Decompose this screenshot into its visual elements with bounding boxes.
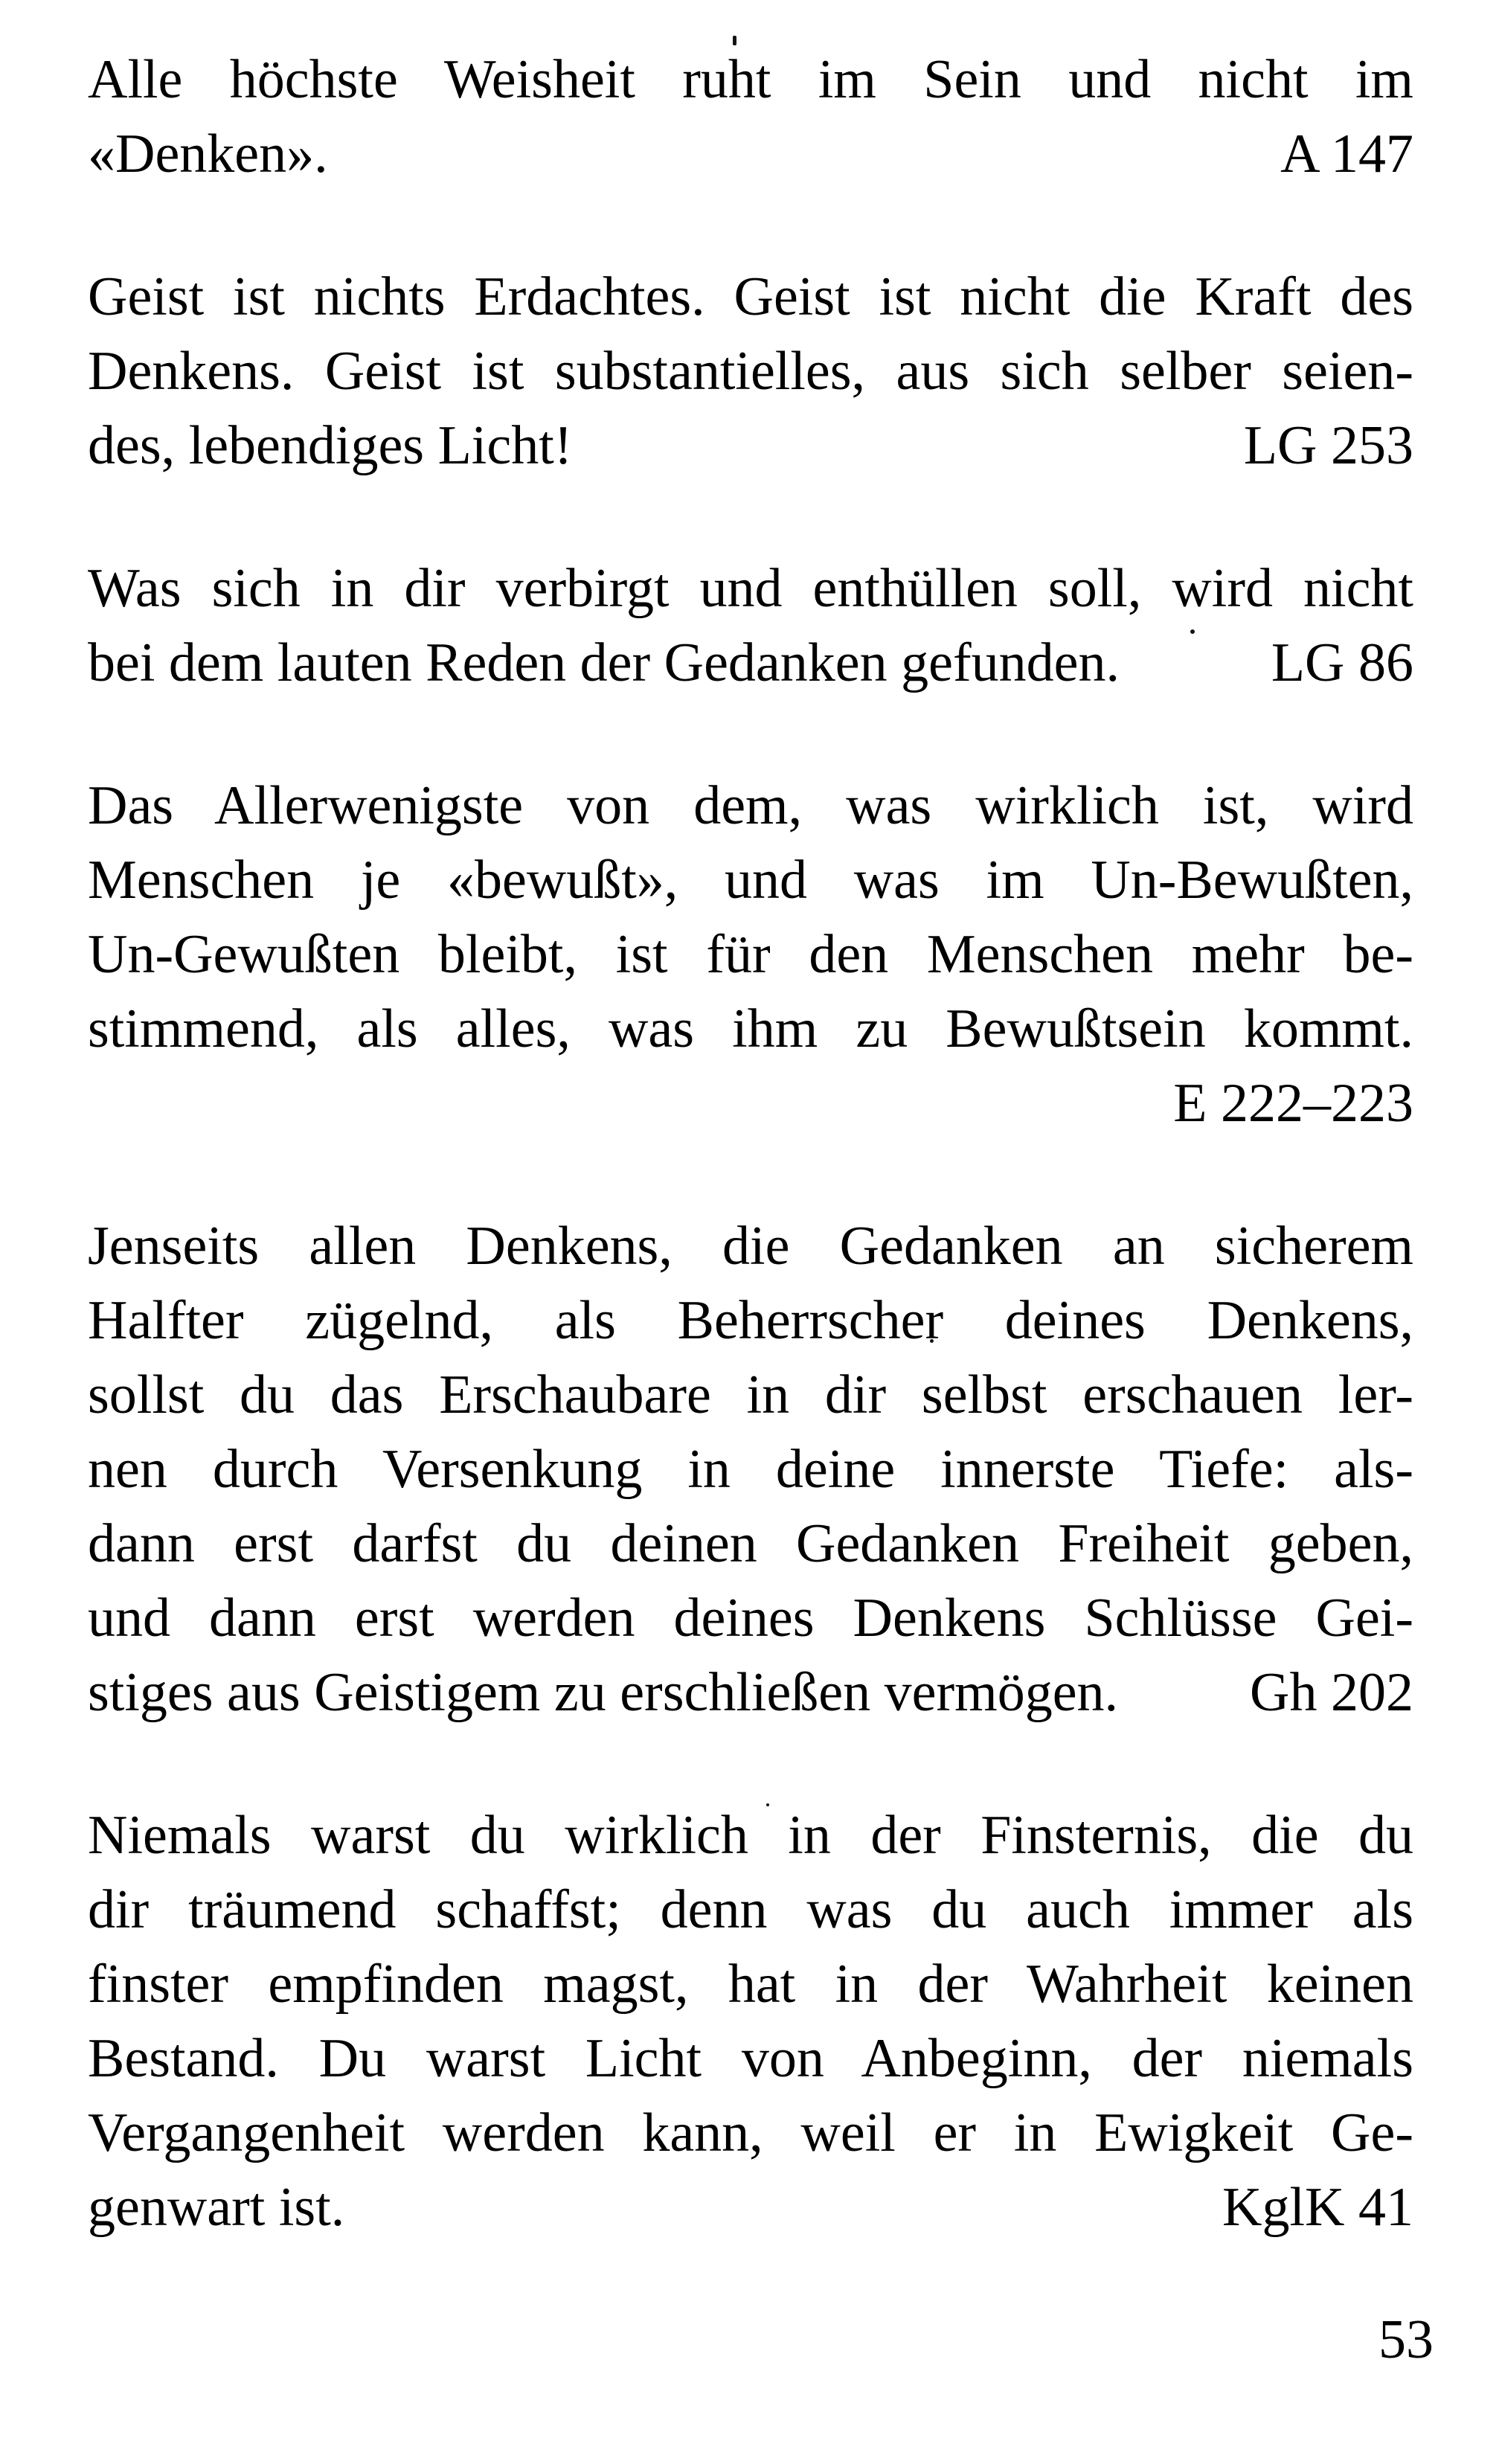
paragraph xyxy=(88,42,1413,191)
text-line: Niemals warst du wirklich in der Finsternis, die du xyxy=(88,1805,1413,1866)
text-line: nen durch Versenkung in deine innerste Tiefe: als- xyxy=(88,1439,1413,1500)
text-line: Alle höchste Weisheit ruht im Sein und nicht im xyxy=(88,49,1413,110)
paragraph xyxy=(88,551,1413,700)
paragraph xyxy=(88,1798,1413,2245)
text-line: Un-Gewußten bleibt, ist für den Menschen mehr be- xyxy=(88,924,1413,985)
text-line: stimmend, als alles, was ihm zu Bewußtsein kommt. xyxy=(88,998,1413,1059)
text-line: Vergangenheit werden kann, weil er in Ewigkeit Ge- xyxy=(88,2102,1413,2163)
text-line: Bestand. Du warst Licht von Anbeginn, der niemals xyxy=(88,2028,1413,2089)
last-line xyxy=(88,1655,1413,1730)
text-line: Halfter zügelnd, als Beherrscher deines Denkens, xyxy=(88,1290,1413,1351)
last-line xyxy=(88,1066,1413,1140)
text-line: dir träumend schaffst; denn was du auch immer als xyxy=(88,1879,1413,1940)
paragraph xyxy=(88,769,1413,1140)
last-line xyxy=(88,117,1413,191)
paragraph xyxy=(88,1209,1413,1730)
text-line: des, lebendiges Licht! xyxy=(88,415,573,476)
paragraph xyxy=(88,260,1413,483)
last-line xyxy=(88,626,1413,700)
source-citation: E 222–223 xyxy=(1173,1073,1413,1134)
source-citation: A 147 xyxy=(1280,123,1413,185)
page-number: 53 xyxy=(1378,2309,1434,2370)
text-line: Was sich in dir verbirgt und enthüllen soll, wird nicht xyxy=(88,558,1413,619)
text-line: Das Allerwenigste von dem, was wirklich ist, wird xyxy=(88,775,1413,836)
last-line xyxy=(88,408,1413,483)
text-line: und dann erst werden deines Denkens Schlüsse Gei- xyxy=(88,1588,1413,1649)
text-line: Jenseits allen Denkens, die Gedanken an sicherem xyxy=(88,1216,1413,1277)
source-citation: KglK 41 xyxy=(1222,2177,1413,2238)
text-block xyxy=(88,42,1413,2313)
text-line: dann erst darfst du deinen Gedanken Freiheit geben, xyxy=(88,1513,1413,1574)
text-line: genwart ist. xyxy=(88,2177,345,2238)
source-citation: LG 86 xyxy=(1271,632,1413,693)
source-citation: LG 253 xyxy=(1243,415,1413,476)
text-line: «Denken». xyxy=(88,123,328,185)
source-citation: Gh 202 xyxy=(1250,1662,1413,1723)
text-line: bei dem lauten Reden der Gedanken gefunden. xyxy=(88,632,1120,693)
last-line xyxy=(88,2170,1413,2245)
text-line: sollst du das Erschaubare in dir selbst erschauen ler- xyxy=(88,1364,1413,1425)
text-line: Geist ist nichts Erdachtes. Geist ist nicht die Kraft des xyxy=(88,266,1413,327)
text-line: finster empfinden magst, hat in der Wahrheit keinen xyxy=(88,1954,1413,2015)
text-line: stiges aus Geistigem zu erschließen vermögen. xyxy=(88,1662,1119,1723)
text-line: Menschen je «bewußt», und was im Un-Bewußten, xyxy=(88,850,1413,911)
text-line: Denkens. Geist ist substantielles, aus sich selber seien- xyxy=(88,341,1413,402)
